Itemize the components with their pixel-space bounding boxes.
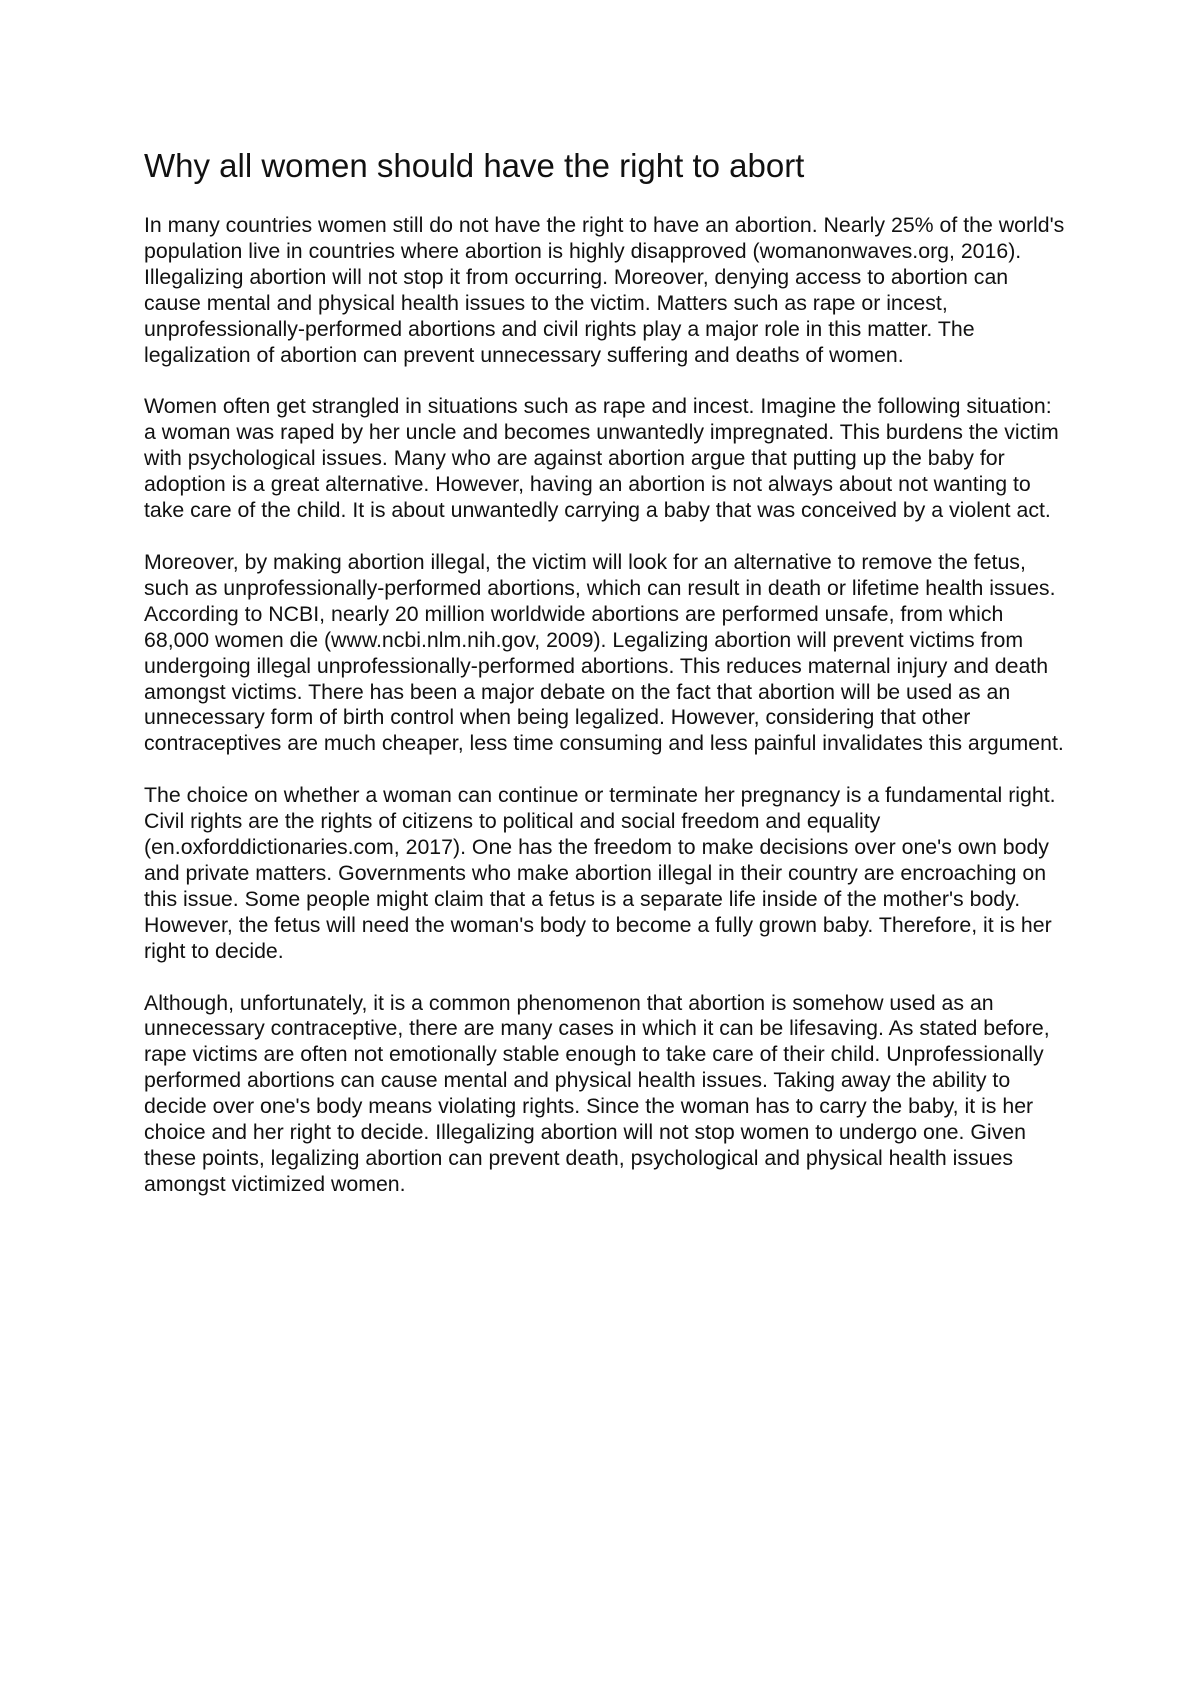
paragraph-intro: In many countries women still do not have the right to have an abortion. Nearly 25% of the world's population live in countries where abortion is highly disapproved (womanonwaves.org, 2016). Illegalizing abortion will not stop it from occurring. Moreover, denying access to abortion can cause mental and physical health issues to the victim. Matters such as rape or incest, unprofessionally-performed abortions and civil rights play a major role in this matter. The legalization of abortion can prevent unnecessary suffering and deaths of women. bbox=[144, 213, 1065, 367]
paragraph-unsafe-abortions: Moreover, by making abortion illegal, the victim will look for an alternative to remove the fetus, such as unprofessionally-performed abortions, which can result in death or lifetime health issues. According to NCBI, nearly 20 million worldwide abortions are performed unsafe, from which 68,000 women die (www.ncbi.nlm.nih.gov, 2009). Legalizing abortion will prevent victims from undergoing illegal unprofessionally-performed abortions. This reduces maternal injury and death amongst victims. There has been a major debate on the fact that abortion will be used as an unnecessary form of birth control when being legalized. However, considering that other contraceptives are much cheaper, less time consuming and less painful invalidates this argument. bbox=[144, 549, 1064, 756]
paragraph-conclusion: Although, unfortunately, it is a common phenomenon that abortion is somehow used as an unnecessary contraceptive, there are many cases in which it can be lifesaving. As stated before, rape victims are often not emotionally stable enough to take care of their child. Unprofessionally performed abortions can cause mental and physical health issues. Taking away the ability to decide over one's body means violating rights. Since the woman has to carry the baby, it is her choice and her right to decide. Illegalizing abortion will not stop women to undergo one. Given these points, legalizing abortion can prevent death, psychological and physical health issues amongst victimized women. bbox=[144, 990, 1050, 1196]
paragraph-rape-incest: Women often get strangled in situations such as rape and incest. Imagine the following situation: a woman was raped by her uncle and becomes unwantedly impregnated. This burdens the victim with psychological issues. Many who are against abortion argue that putting up the baby for adoption is a great alternative. However, having an abortion is not always about not wanting to take care of the child. It is about unwantedly carrying a baby that was conceived by a violent act. bbox=[144, 394, 1059, 523]
document-title: Why all women should have the right to abort bbox=[144, 147, 805, 184]
paragraph-civil-rights: The choice on whether a woman can continue or terminate her pregnancy is a fundamental right. Civil rights are the rights of citizens to political and social freedom and equality (en.oxforddictionaries.com, 2017). One has the freedom to make decisions over one's own body and private matters. Governments who make abortion illegal in their country are encroaching on this issue. Some people might claim that a fetus is a separate life inside of the mother's body. However, the fetus will need the woman's body to become a fully grown baby. Therefore, it is her right to decide. bbox=[144, 783, 1056, 963]
document-body bbox=[144, 146, 1068, 1224]
